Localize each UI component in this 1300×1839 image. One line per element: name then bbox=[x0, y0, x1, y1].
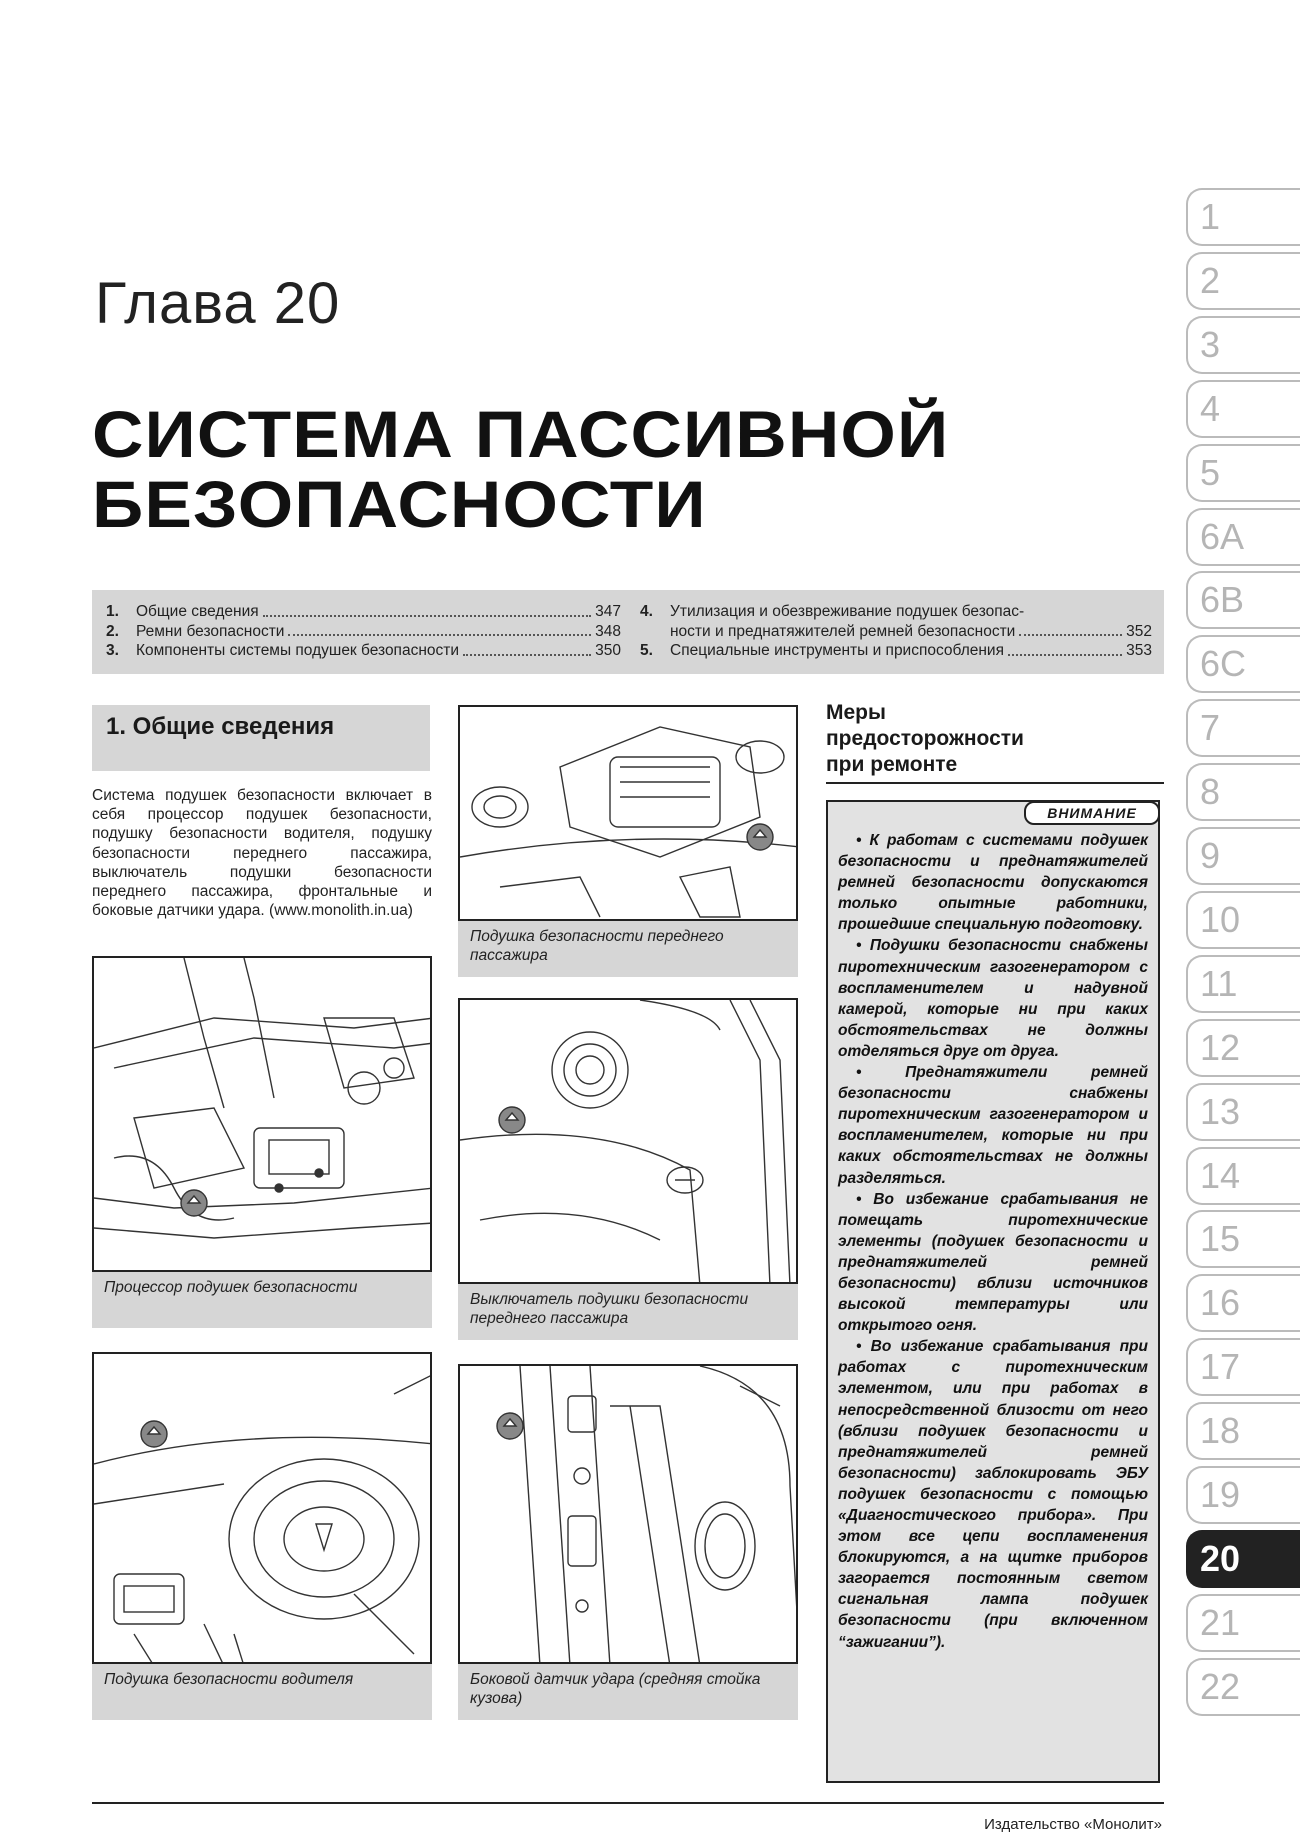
warning-box bbox=[826, 800, 1160, 1783]
precautions-title-line: Меры bbox=[826, 701, 886, 724]
chapter-tab-13[interactable]: 13 bbox=[1186, 1083, 1300, 1141]
figure-side-sensor bbox=[458, 1364, 798, 1664]
chapter-tab-1[interactable]: 1 bbox=[1186, 188, 1300, 246]
warning-item: • Во избежание срабатывания при работах с пиротехническим элементом, или при работах в непосредственной близости от него (вблизи подушек безопасности и преднатяжителей ремней безопасности) заблокировать ЭБУ подушек безопасности с помощью «Диагностического прибора». При этом все цепи воспламенения блокируются, а на щитке приборов загорается постоянным светом сигнальная лампа подушек безопасности (при включенном “зажигании”). bbox=[838, 1338, 1148, 1651]
caption-airbag-processor: Процессор подушек безопасности bbox=[92, 1272, 432, 1328]
precautions-divider bbox=[826, 782, 1164, 784]
toc-leader-dots bbox=[263, 615, 591, 617]
warning-badge: ВНИМАНИЕ bbox=[1024, 801, 1160, 825]
figure-airbag-processor bbox=[92, 956, 432, 1272]
toc-leader-dots bbox=[1019, 634, 1122, 636]
precautions-title-line: при ремонте bbox=[826, 753, 958, 776]
footer-divider bbox=[92, 1802, 1164, 1804]
toc-entry-title: Общие сведения bbox=[136, 603, 259, 620]
warning-item: • Преднатяжители ремней безопасности снабжены пиротехническим газогенератором и воспламенителем, которые ни при каких обстоятельствах не должны разделяться. bbox=[838, 1064, 1148, 1187]
chapter-tab-22[interactable]: 22 bbox=[1186, 1658, 1300, 1716]
chapter-tab-11[interactable]: 11 bbox=[1186, 955, 1300, 1013]
chapter-tab-12[interactable]: 12 bbox=[1186, 1019, 1300, 1077]
caption-driver-airbag: Подушка безопасности водителя bbox=[92, 1664, 432, 1720]
toc-entry-page: 347 bbox=[595, 603, 621, 620]
figure-passenger-switch bbox=[458, 998, 798, 1284]
toc-leader-dots bbox=[1008, 654, 1122, 656]
chapter-tab-21[interactable]: 21 bbox=[1186, 1594, 1300, 1652]
illustration-side-sensor bbox=[460, 1366, 798, 1664]
illustration-passenger-switch bbox=[460, 1000, 798, 1284]
toc-column-left bbox=[106, 602, 621, 661]
chapter-title-line2: БЕЗОПАСНОСТИ bbox=[92, 467, 707, 541]
caption-side-sensor: Боковой датчик удара (средняя стойка кузова) bbox=[458, 1664, 798, 1720]
chapter-tab-9[interactable]: 9 bbox=[1186, 827, 1300, 885]
figure-driver-airbag bbox=[92, 1352, 432, 1664]
chapter-tab-16[interactable]: 16 bbox=[1186, 1274, 1300, 1332]
chapter-tab-2[interactable]: 2 bbox=[1186, 252, 1300, 310]
toc-entry-number: 4. bbox=[640, 603, 653, 620]
chapter-tab-18[interactable]: 18 bbox=[1186, 1402, 1300, 1460]
chapter-tab-20[interactable]: 20 bbox=[1186, 1530, 1300, 1588]
toc-entry-title: Компоненты системы подушек безопасности bbox=[136, 642, 460, 659]
chapter-label: Глава 20 bbox=[95, 271, 341, 336]
toc-entry[interactable] bbox=[640, 641, 1152, 661]
caption-passenger-airbag: Подушка безопасности переднего пассажира bbox=[458, 921, 798, 977]
chapter-tab-19[interactable]: 19 bbox=[1186, 1466, 1300, 1524]
precautions-title bbox=[826, 700, 1166, 778]
toc-entry-page: 352 bbox=[1126, 622, 1152, 640]
toc-leader-dots bbox=[463, 654, 591, 656]
figure-passenger-airbag bbox=[458, 705, 798, 921]
toc-entry-title: Специальные инструменты и приспособления bbox=[670, 642, 1004, 659]
toc-column-right bbox=[640, 602, 1152, 661]
toc-entry-number: 2. bbox=[106, 622, 119, 640]
toc-entry-title: Ремни безопасности bbox=[136, 622, 285, 640]
chapter-tab-6a[interactable]: 6A bbox=[1186, 508, 1300, 566]
precautions-title-line: предосторожности bbox=[826, 727, 1024, 750]
toc-entry-page: 350 bbox=[595, 642, 621, 659]
toc-leader-dots bbox=[288, 634, 591, 636]
warning-item: • К работам с системами подушек безопасности и преднатяжителей ремней безопасности допускаются только опытные работники, прошедшие специальную подготовку. bbox=[838, 832, 1148, 934]
toc-entry[interactable] bbox=[640, 602, 1152, 622]
chapter-tab-3[interactable]: 3 bbox=[1186, 316, 1300, 374]
toc-entry-continued[interactable] bbox=[640, 622, 1152, 642]
chapter-tab-4[interactable]: 4 bbox=[1186, 380, 1300, 438]
chapter-tab-17[interactable]: 17 bbox=[1186, 1338, 1300, 1396]
toc-entry-title: Утилизация и обезвреживание подушек безопас- bbox=[670, 603, 1025, 620]
publisher-label: Издательство «Монолит» bbox=[984, 1816, 1162, 1833]
chapter-tab-8[interactable]: 8 bbox=[1186, 763, 1300, 821]
chapter-tab-14[interactable]: 14 bbox=[1186, 1147, 1300, 1205]
toc-entry-title: ности и преднатяжителей ремней безопасности bbox=[670, 622, 1016, 640]
intro-paragraph: Система подушек безопасности включает в себя процессор подушек безопасности, подушку безопасности водителя, подушку безопасности переднего пассажира, выключатель подушки безопасности переднего пассажира, фронтальные и боковые датчики удара. (www.monolith.in.ua) bbox=[92, 787, 432, 920]
warning-item: • Во избежание срабатывания не помещать пиротехнические элементы (подушек безопасности и преднатяжителей ремней безопасности) вблизи источников высокой температуры или открытого огня. bbox=[838, 1190, 1148, 1335]
toc-entry[interactable] bbox=[106, 641, 621, 661]
toc-entry-page: 353 bbox=[1126, 642, 1152, 659]
warning-item: • Подушки безопасности снабжены пиротехническим газогенератором с воспламенителем и надувной камерой, которые ни при каких обстоятельствах не должны отделяться друг от друга. bbox=[838, 937, 1148, 1060]
illustration-driver-airbag bbox=[94, 1354, 432, 1664]
illustration-airbag-processor bbox=[94, 958, 432, 1272]
illustration-passenger-airbag bbox=[460, 707, 798, 921]
toc-entry[interactable] bbox=[106, 602, 621, 622]
chapter-tab-6c[interactable]: 6C bbox=[1186, 635, 1300, 693]
section-heading: 1. Общие сведения bbox=[92, 705, 430, 771]
chapter-tab-6b[interactable]: 6B bbox=[1186, 571, 1300, 629]
chapter-tab-5[interactable]: 5 bbox=[1186, 444, 1300, 502]
table-of-contents bbox=[92, 590, 1164, 674]
toc-entry-number: 3. bbox=[106, 642, 119, 659]
chapter-tab-10[interactable]: 10 bbox=[1186, 891, 1300, 949]
chapter-tab-7[interactable]: 7 bbox=[1186, 699, 1300, 757]
chapter-tab-15[interactable]: 15 bbox=[1186, 1210, 1300, 1268]
toc-entry-page: 348 bbox=[595, 622, 621, 640]
toc-entry-number: 5. bbox=[640, 642, 653, 659]
chapter-title-line1: СИСТЕМА ПАССИВНОЙ bbox=[92, 397, 950, 471]
caption-passenger-switch: Выключатель подушки безопасности переднего пассажира bbox=[458, 1284, 798, 1340]
toc-entry-number: 1. bbox=[106, 603, 119, 620]
toc-entry[interactable] bbox=[106, 622, 621, 642]
